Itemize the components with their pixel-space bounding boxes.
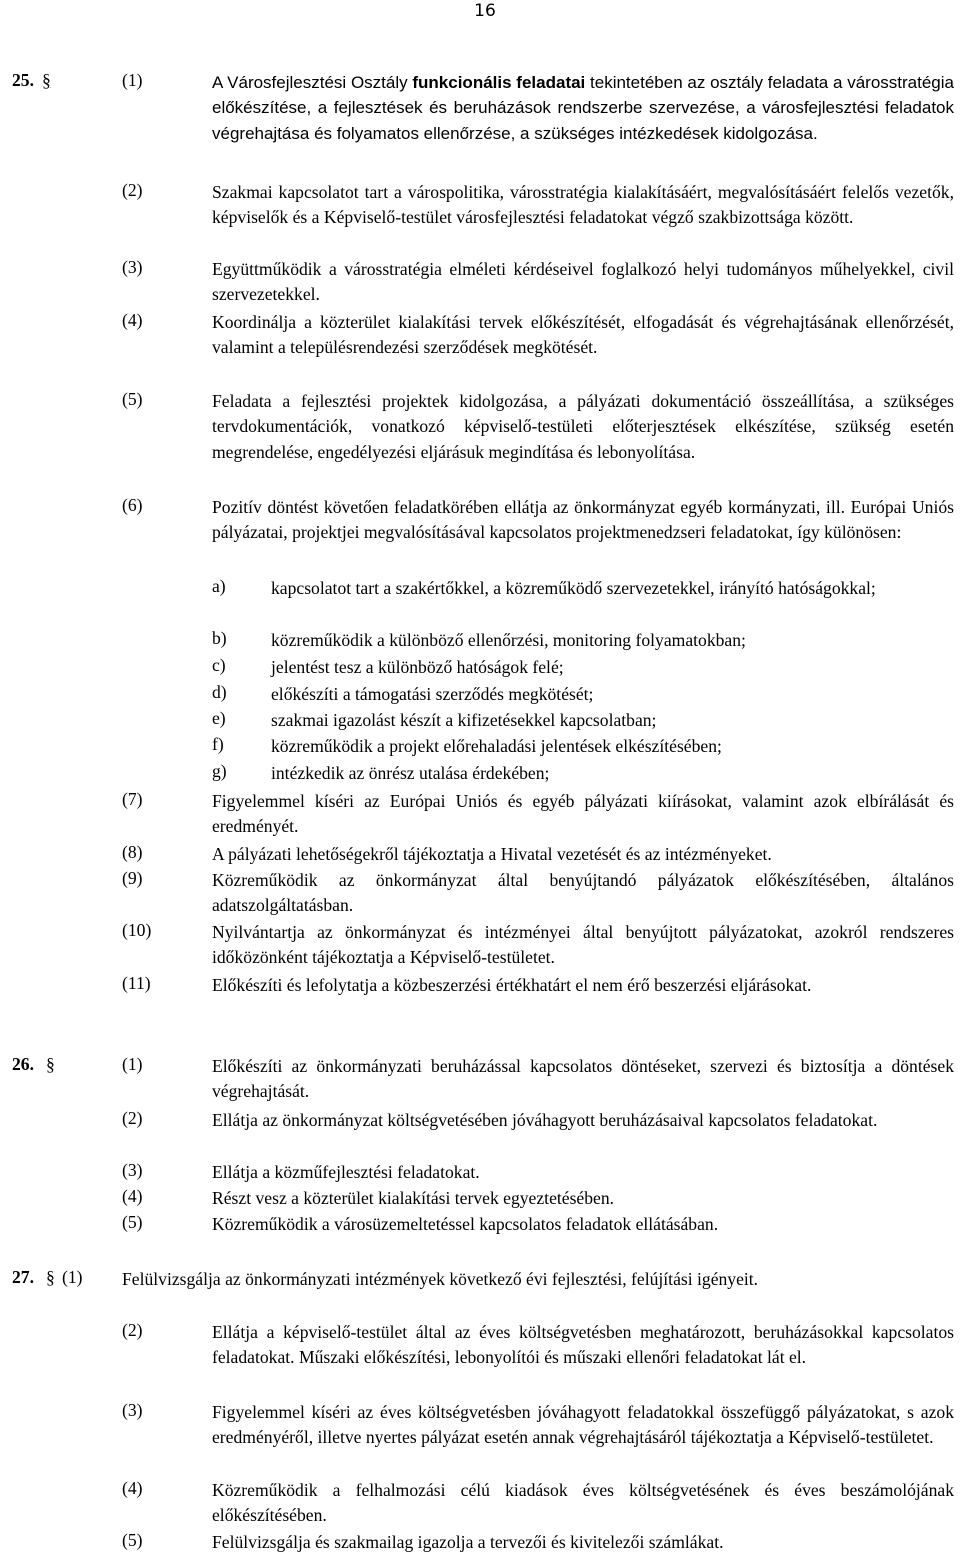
item-number: (2) — [122, 1320, 143, 1340]
item-number: (10) — [122, 920, 152, 940]
paragraph: Figyelemmel kíséri az éves költségvetésben jóváhagyott feladatokkal összefüggő pályázatokat, s azok eredményéről, illetve nyertes pályázat esetén annak végrehajtásáról tájékoztatja a Képviselő-testületet. — [212, 1402, 954, 1448]
sub-item-text: közreműködik a projekt előrehaladási jelentések elkészítésében; — [271, 736, 722, 756]
paragraph: A Városfejlesztési Osztály funkcionális feladatai tekintetében az osztály feladata a városstratégia előkészítése, a fejlesztések és beruházások rendszerbe szervezése, a városfejlesztési feladatok végrehajtása és folyamatos ellenőrzése, a szükséges intézkedések kidolgozása. — [212, 73, 954, 143]
paragraph: Előkészíti az önkormányzati beruházással kapcsolatos döntéseket, szervezi és biztosítja a döntések végrehajtását. — [212, 1056, 954, 1102]
item-number: (4) — [122, 310, 143, 330]
paragraph: Ellátja a képviselő-testület által az éves költségvetésben meghatározott, beruházásokkal kapcsolatos feladatokat. Műszaki előkészítési, lebonyolítói és műszaki ellenőri feladatokat lát el. — [212, 1322, 954, 1368]
paragraph: Feladata a fejlesztési projektek kidolgozása, a pályázati dokumentáció összeállítása, a szükséges tervdokumentációk, vonatkozó képviselő-testületi előterjesztések elkészítése, szükség esetén megrendelése, engedélyezési eljárásuk megindítása és lebonyolítása. — [212, 391, 954, 462]
sub-item-text: jelentést tesz a különböző hatóságok felé; — [271, 657, 564, 677]
section-symbol: § — [42, 70, 51, 90]
sub-item-text: intézkedik az önrész utalása érdekében; — [271, 763, 550, 783]
sub-item-text: szakmai igazolást készít a kifizetésekkel kapcsolatban; — [271, 710, 657, 730]
paragraph: Felülvizsgálja és szakmailag igazolja a tervezői és kivitelezői számlákat. — [212, 1532, 724, 1552]
item-number: (8) — [122, 842, 143, 862]
section-number: 25. — [12, 70, 34, 90]
item-number: (4) — [122, 1186, 143, 1206]
paragraph: Felülvizsgálja az önkormányzati intézmények következő évi fejlesztési, felújítási igényeit. — [122, 1269, 759, 1289]
sub-item-label: d) — [212, 682, 227, 702]
paragraph: Részt vesz a közterület kialakítási tervek egyeztetésében. — [212, 1188, 615, 1208]
item-number: (1) — [122, 70, 143, 90]
item-number: (3) — [122, 257, 143, 277]
sub-item-label: b) — [212, 628, 227, 648]
sub-item-label: c) — [212, 655, 226, 675]
section-number: 26. — [12, 1054, 34, 1074]
sub-item-text: kapcsolatot tart a szakértőkkel, a közreműködő szervezetekkel, irányító hatóságokkal; — [271, 578, 876, 598]
item-number: (5) — [122, 1212, 143, 1232]
paragraph: Közreműködik az önkormányzat által benyújtandó pályázatok előkészítésében, általános adatszolgáltatásban. — [212, 870, 954, 916]
paragraph: Koordinálja a közterület kialakítási tervek előkészítését, elfogadását és végrehajtásának ellenőrzését, valamint a településrendezési szerződések megkötését. — [212, 312, 954, 358]
item-number: (6) — [122, 495, 143, 515]
item-number: (4) — [122, 1478, 143, 1498]
sub-item-label: e) — [212, 708, 226, 728]
sub-item-text: közreműködik a különböző ellenőrzési, monitoring folyamatokban; — [271, 630, 746, 650]
paragraph: A pályázati lehetőségekről tájékoztatja a Hivatal vezetését és az intézményeket. — [212, 844, 772, 864]
item-number: (1) — [62, 1267, 83, 1287]
sub-item-text: előkészíti a támogatási szerződés megkötését; — [271, 684, 594, 704]
paragraph: Pozitív döntést követően feladatkörében ellátja az önkormányzat egyéb kormányzati, ill. Európai Uniós pályázatai, projektjei megvalósításával kapcsolatos projektmenedzseri feladatokat, így különösen: — [212, 497, 954, 543]
paragraph: Ellátja a közműfejlesztési feladatokat. — [212, 1162, 480, 1182]
sub-item-label: a) — [212, 576, 226, 596]
paragraph: Ellátja az önkormányzat költségvetésében jóváhagyott beruházásaival kapcsolatos feladatokat. — [212, 1110, 878, 1130]
item-number: (9) — [122, 868, 143, 888]
item-number: (2) — [122, 1108, 143, 1128]
paragraph: Figyelemmel kíséri az Európai Uniós és egyéb pályázati kiírásokat, valamint azok elbírálását és eredményét. — [212, 791, 954, 837]
paragraph: Előkészíti és lefolytatja a közbeszerzési értékhatárt el nem érő beszerzési eljárásokat. — [212, 975, 812, 995]
paragraph: Együttműködik a városstratégia elméleti kérdéseivel foglalkozó helyi tudományos műhelyekkel, civil szervezetekkel. — [212, 259, 954, 305]
paragraph: Közreműködik a városüzemeltetéssel kapcsolatos feladatok ellátásában. — [212, 1214, 719, 1234]
paragraph: Nyilvántartja az önkormányzat és intézményei által benyújtott pályázatokat, azokról rendszeres időközönként tájékoztatja a Képviselő-testületet. — [212, 922, 954, 968]
item-number: (1) — [122, 1054, 143, 1074]
page-number: 16 — [474, 1, 496, 21]
paragraph: Szakmai kapcsolatot tart a várospolitika, városstratégia kialakításáért, megvalósításáért felelős vezetők, képviselők és a Képviselő-testület városfejlesztési feladatokat végző szakbizottsága között. — [212, 182, 954, 228]
item-number: (3) — [122, 1400, 143, 1420]
item-number: (3) — [122, 1160, 143, 1180]
item-number: (7) — [122, 789, 143, 809]
sub-item-label: f) — [212, 734, 224, 754]
paragraph: Közreműködik a felhalmozási célú kiadások éves költségvetésének és éves beszámolójának előkészítésében. — [212, 1480, 954, 1526]
section-symbol: § — [46, 1267, 55, 1287]
item-number: (5) — [122, 1530, 143, 1550]
section-symbol: § — [46, 1054, 55, 1074]
sub-item-label: g) — [212, 761, 227, 781]
item-number: (11) — [122, 973, 151, 993]
item-number: (2) — [122, 180, 143, 200]
item-number: (5) — [122, 389, 143, 409]
section-number: 27. — [12, 1267, 34, 1287]
